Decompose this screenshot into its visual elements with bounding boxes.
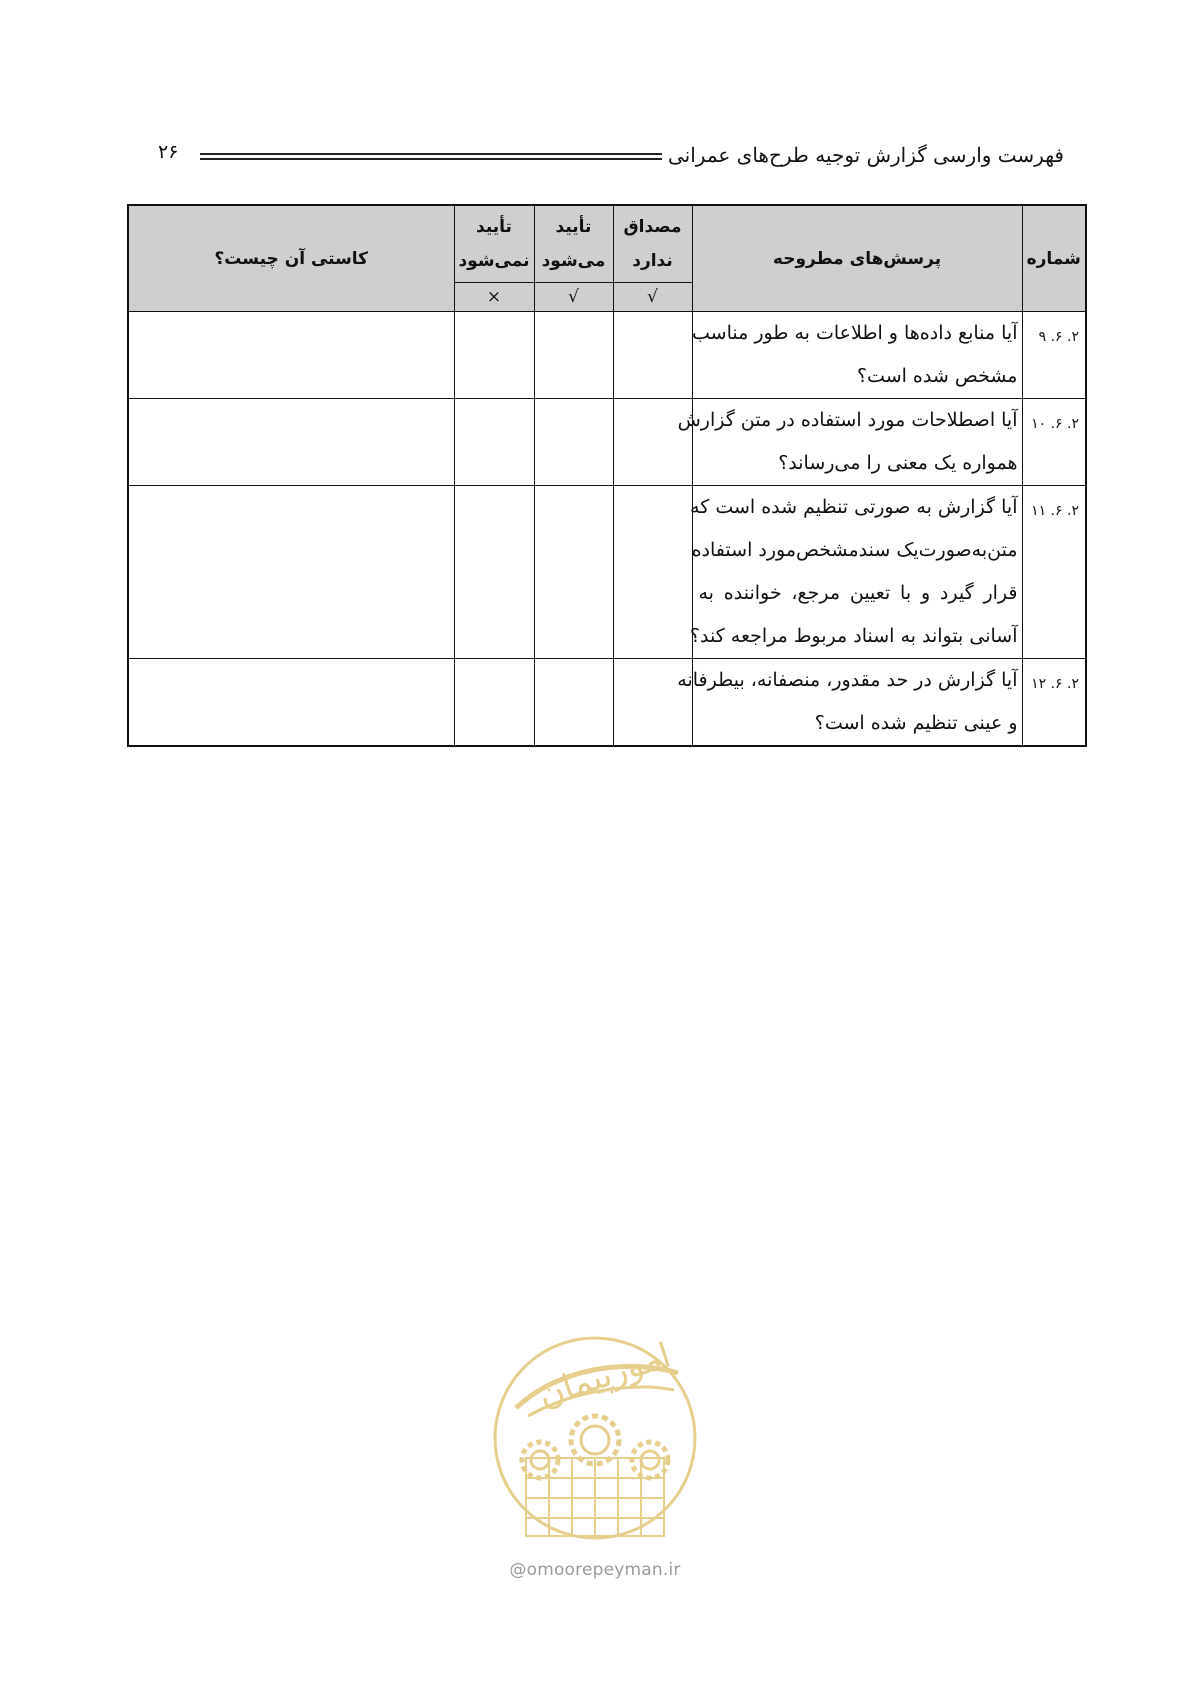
table-row xyxy=(128,312,1086,399)
question-line: آیا اصطلاحات مورد استفاده در متن گزارش xyxy=(677,409,1018,431)
header-question: پرسش‌های مطروحه xyxy=(692,205,1022,312)
watermark-emblem-icon xyxy=(488,1328,702,1558)
watermark-logo xyxy=(488,1328,702,1588)
header-confirmed xyxy=(534,205,613,283)
header-confirmed-line-2: می‌شود xyxy=(541,251,606,271)
table-row xyxy=(128,659,1086,747)
question-line: مشخص شده است؟ xyxy=(856,365,1018,387)
cell-not-confirmed xyxy=(454,312,534,399)
header-rule xyxy=(200,153,662,160)
table-row xyxy=(128,399,1086,486)
question-line: آیا منابع داده‌ها و اطلاعات به طور مناسب xyxy=(692,322,1018,344)
question-line: قرار گیرد و با تعیین مرجع، خواننده به xyxy=(698,582,1018,604)
header-confirmed-line-1: تأیید xyxy=(555,217,592,237)
running-header-title: فهرست وارسی گزارش توجیه طرح‌های عمرانی xyxy=(668,143,1064,167)
watermark-caption: @omoorepeyman.ir xyxy=(509,1560,681,1580)
header-deficiency: کاستی آن چیست؟ xyxy=(128,205,454,312)
cell-confirmed xyxy=(534,659,613,747)
header-not-applicable xyxy=(613,205,692,283)
cell-confirmed xyxy=(534,399,613,486)
page-number: ۲۶ xyxy=(158,141,179,163)
cell-deficiency xyxy=(128,399,454,486)
row-question xyxy=(692,312,1022,399)
header-not-applicable-line-2: ندارد xyxy=(632,251,673,271)
cell-not-confirmed xyxy=(454,399,534,486)
row-number: ۲. ۶. ۱۲ xyxy=(1022,659,1086,747)
row-number: ۲. ۶. ۱۱ xyxy=(1022,486,1086,659)
table-header-row xyxy=(128,205,1086,283)
cell-deficiency xyxy=(128,486,454,659)
row-number: ۲. ۶. ۹ xyxy=(1022,312,1086,399)
header-not-confirmed xyxy=(454,205,534,283)
row-number: ۲. ۶. ۱۰ xyxy=(1022,399,1086,486)
cell-confirmed xyxy=(534,486,613,659)
question-line: آیا گزارش در حد مقدور، منصفانه، بیطرفانه xyxy=(677,669,1018,691)
header-not-applicable-line-1: مصداق xyxy=(623,217,682,237)
cell-deficiency xyxy=(128,659,454,747)
row-question xyxy=(677,399,1022,486)
question-line: همواره یک معنی را می‌رساند؟ xyxy=(778,452,1018,474)
header-not-confirmed-line-1: تأیید xyxy=(476,217,512,237)
mark-not-applicable: √ xyxy=(613,283,692,312)
question-line: آسانی بتواند به اسناد مربوط مراجعه کند؟ xyxy=(689,625,1018,647)
question-line: آیا گزارش به صورتی تنظیم شده است که xyxy=(690,496,1018,518)
watermark-logo-text: امورپیمان xyxy=(533,1335,676,1416)
cell-not-confirmed xyxy=(454,486,534,659)
checklist-table xyxy=(127,204,1087,747)
header-not-confirmed-line-2: نمی‌شود xyxy=(458,251,530,271)
cell-not-applicable xyxy=(613,486,692,659)
question-line: و عینی تنظیم شده است؟ xyxy=(814,712,1018,734)
header-number: شماره xyxy=(1022,205,1086,312)
cell-not-confirmed xyxy=(454,659,534,747)
cell-confirmed xyxy=(534,312,613,399)
row-question xyxy=(689,486,1022,659)
mark-not-confirmed: × xyxy=(454,283,534,312)
cell-not-applicable xyxy=(613,312,692,399)
question-line: متن‌به‌صورت‌یک سندمشخص‌مورد استفاده xyxy=(691,539,1018,561)
table-row xyxy=(128,486,1086,659)
mark-confirmed: √ xyxy=(534,283,613,312)
row-question xyxy=(677,659,1022,747)
cell-deficiency xyxy=(128,312,454,399)
